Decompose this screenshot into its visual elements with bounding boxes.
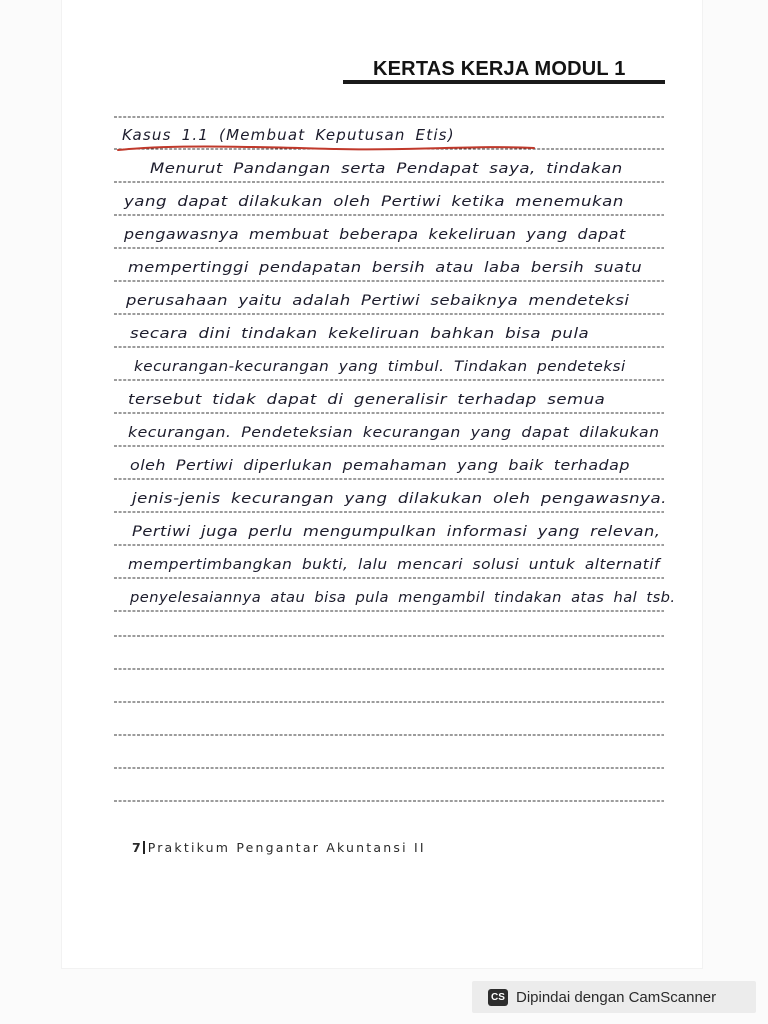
answer-line: Menurut Pandangan serta Pendapat saya, tindakan	[150, 161, 623, 177]
title-rule	[343, 80, 665, 84]
camscanner-label: Dipindai dengan CamScanner	[516, 988, 717, 1006]
page-number: 7	[132, 840, 141, 855]
answer-line: jenis-jenis kecurangan yang dilakukan oleh pengawasnya.	[132, 491, 667, 507]
page-title: KERTAS KERJA MODUL 1	[373, 58, 626, 80]
answer-line: kecurangan-kecurangan yang timbul. Tindakan pendeteksi	[134, 359, 626, 375]
case-title-underline	[116, 141, 536, 155]
case-title: Kasus 1.1 (Membuat Keputusan Etis)	[122, 126, 455, 144]
page-footer	[132, 840, 426, 855]
answer-line: kecurangan. Pendeteksian kecurangan yang dapat dilakukan	[128, 425, 660, 441]
answer-line: Pertiwi juga perlu mengumpulkan informasi yang relevan,	[132, 524, 661, 540]
answer-line: perusahaan yaitu adalah Pertiwi sebaiknya mendeteksi	[126, 293, 630, 309]
answer-line: penyelesaiannya atau bisa pula mengambil tindakan atas hal tsb.	[130, 590, 676, 606]
answer-line: secara dini tindakan kekeliruan bahkan bisa pula	[130, 326, 590, 342]
course-name: Praktikum Pengantar Akuntansi II	[147, 840, 426, 855]
answer-line: mempertinggi pendapatan bersih atau laba bersih suatu	[128, 260, 643, 276]
answer-line: pengawasnya membuat beberapa kekeliruan yang dapat	[124, 227, 626, 243]
answer-line: tersebut tidak dapat di generalisir terhadap semua	[128, 392, 606, 408]
camscanner-watermark	[472, 981, 756, 1013]
footer-divider	[143, 841, 145, 854]
answer-line: oleh Pertiwi diperlukan pemahaman yang baik terhadap	[130, 458, 630, 474]
camscanner-logo-icon: CS	[488, 989, 508, 1006]
answer-line: mempertimbangkan bukti, lalu mencari solusi untuk alternatif	[128, 557, 660, 573]
answer-line: yang dapat dilakukan oleh Pertiwi ketika menemukan	[124, 194, 624, 210]
